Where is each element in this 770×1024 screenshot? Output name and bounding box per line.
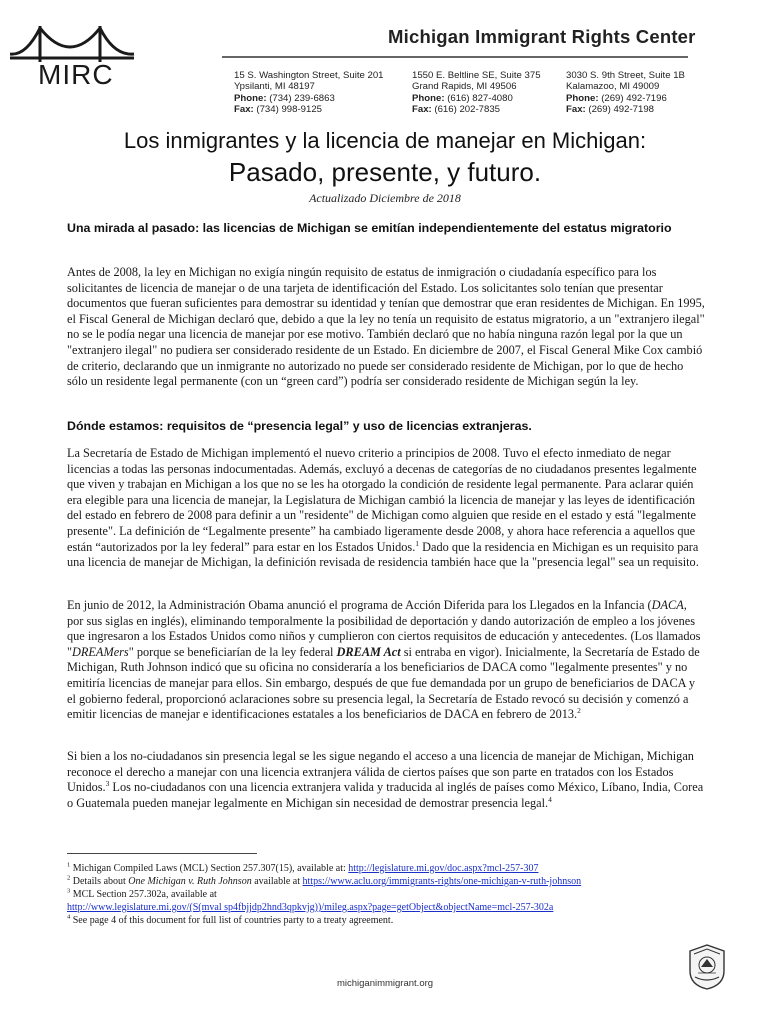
footnote-1-link[interactable]: http://legislature.mi.gov/doc.aspx?mcl-257-307 (348, 863, 539, 874)
office-fax: Fax: (616) 202-7835 (412, 104, 501, 116)
org-name: Michigan Immigrant Rights Center (388, 26, 696, 47)
paragraph-present-1: La Secretaría de Estado de Michigan implementó el nuevo criterio a principios de 2008. Tuvo el efecto inmediato de negar licencias a todas las personas indocumentadas. Además, excluyó a decenas de categorías de no ciudadanos presentes legalmente que viven y trabajan en Michigan a los que no se les ha otorgado la condición de residente legal permanente. Para aclarar quién era elegible para una licencia de manejar, la Legislatura de Michigan cambió la licencia de manejar y las leyes de identificación del estado en febrero de 2008 para definir a un "residente" de Michigan como alguien que reside en el estado y está "legalmente presente". La definición de “Legalmente presente” ha cambiado ligeramente desde 2008, y ahora hace referencia a aquellos que están “autorizados por la ley federal” para estar en los Estados Unidos.$^1$ Dado que la residencia en Michigan es un requisito para una licencia de manejar de Michigan, la definición revisada de residencia también hace que la "presencia legal" sea un requisito. (67, 446, 699, 570)
footnote-2-link[interactable]: https://www.aclu.org/immigrants-rights/one-michigan-v-ruth-johnson (302, 876, 582, 887)
document-subtitle: Pasado, presente, y futuro. (228, 157, 542, 187)
footnote-ref-1[interactable]: 1 (415, 538, 420, 548)
office-city-line: Ypsilanti, MI 48197 (234, 81, 315, 93)
document-title: Los inmigrantes y la licencia de manejar en Michigan: (123, 128, 647, 153)
office-ypsilanti (234, 70, 384, 116)
office-phone: Phone: (269) 492-7196 (566, 92, 667, 104)
footnote-1: $^1$ Michigan Compiled Laws (MCL) Section 257.307(15), available at: http://legislature.mi.gov/doc.aspx?mcl-257-307 (67, 861, 539, 874)
office-city-line: Grand Rapids, MI 49506 (412, 81, 517, 93)
office-address-line: 3030 S. 9th Street, Suite 1B (566, 70, 685, 81)
footnote-ref-2[interactable]: 2 (577, 706, 581, 716)
footnote-divider (67, 853, 257, 854)
office-grand-rapids (412, 70, 541, 116)
paragraph-past: Antes de 2008, la ley en Michigan no exigía ningún requisito de estatus de inmigración o ciudadanía específico para los solicitantes de licencia de manejar o de una tarjeta de identificación del Estado. Los solicitantes solo tenían que presentar documentos que fueran suficientes para demostrar su identidad y tenían que demostrar que eran residentes de Michigan. En 1995, el Fiscal General de Michigan declaró que, debido a que la ley no tenía un requisito de estatus migratorio, a un "extranjero ilegal" no se le podía negar una licencia de manejar por ese motivo. También declaró que no había ninguna razón legal por la que un "extranjero ilegal" no pudiera ser considerado residente de un Estado. En diciembre de 2007, el Fiscal General Mike Cox cambió de criterio, declarando que un inmigrante no autorizado no puede ser considerado residente de Michigan, por lo que de hecho sólo un residente legal permanente (con un “green card”) podría ser considerado residente de Michigan según la ley. (67, 265, 705, 389)
footnote-3: $^3$ MCL Section 257.302a, available at (67, 887, 217, 900)
footnote-ref-4[interactable]: 4 (548, 794, 552, 804)
office-kalamazoo (566, 70, 685, 116)
paragraph-present-2: En junio de 2012, la Administración Obama anunció el programa de Acción Diferida para los Llegados en la Infancia (DACA, por sus siglas en inglés), eliminando temporalmente la posibilidad de deportación y dando autorización de empleo a los jóvenes que ingresaron a los Estados Unidos como niños y cumplieron con ciertos requisitos de educación y antecedentes. (Los llamados "DREAMers" porque se beneficiarían de la ley federal DREAM Act si entraba en vigor). Inicialmente, la Secretaría de Estado de Michigan, Ruth Johnson indicó que su oficina no consideraría a los beneficiarios de DACA como "legalmente presentes" y no emitiría licencias de manejar para ellos. Sin embargo, después de que fue demandada por un grupo de beneficiarios de DACA y el gobierno federal, proporcionó aclaraciones sobre su presencia legal, la Secretaría de Estado revocó su decisión y comenzó a emitir licencias de manejar e identificaciones estatales a los beneficiarios de DACA en febrero de 2013.$^2$ (67, 598, 701, 722)
office-fax: Fax: (269) 492-7198 (566, 104, 655, 116)
office-address-line: 15 S. Washington Street, Suite 201 (234, 70, 384, 81)
footnote-3-link[interactable]: http://www.legislature.mi.gov/(S(mval sp4fbjjdp2hnd3qpkvjg))/mileg.aspx?page=getObject&objectName=mcl-257-302a (67, 902, 554, 913)
office-address-line: 1550 E. Beltline SE, Suite 375 (412, 70, 541, 81)
office-phone: Phone: (734) 239-6863 (234, 92, 335, 104)
university-seal-icon (686, 943, 728, 991)
footnote-ref-3[interactable]: 3 (105, 779, 110, 789)
office-phone: Phone: (616) 827-4080 (412, 92, 513, 104)
footer-website: michiganimmigrant.org (336, 978, 434, 989)
paragraph-present-3: Si bien a los no-ciudadanos sin presencia legal se les sigue negando el acceso a una licencia de manejar de Michigan, Michigan reconoce el derecho a manejar con una licencia extranjera válida de ciertos países que son parte en tratados con los Estados Unidos.$^3$ Los no-ciudadanos con una licencia extranjera valida y traducida al inglés de países como México, Líbano, India, Corea o Guatemala pueden manejar legalmente en Michigan sin necesidad de demostrar presencia legal.$^4$ (67, 749, 704, 810)
header-divider (222, 56, 688, 58)
footnote-2: $^2$ Details about One Michigan v. Ruth Johnson available at https://www.aclu.org/immigrants-rights/one-michigan-v-ruth-johnson (67, 874, 582, 887)
mirc-bridge-logo (10, 22, 136, 88)
office-city-line: Kalamazoo, MI 49009 (566, 81, 660, 93)
footnote-4: $^4$ See page 4 of this document for full list of countries party to a treaty agreement. (67, 913, 394, 926)
office-fax: Fax: (734) 998-9125 (234, 104, 323, 116)
updated-date: Actualizado Diciembre de 2018 (309, 191, 461, 205)
section-heading-past: Una mirada al pasado: las licencias de Michigan se emitían independientemente del estatus migratorio (67, 221, 672, 235)
logo-text: MIRC (38, 59, 114, 88)
footnote-3-url (67, 901, 717, 914)
section-heading-present: Dónde estamos: requisitos de “presencia legal” y uso de licencias extranjeras. (67, 419, 532, 433)
